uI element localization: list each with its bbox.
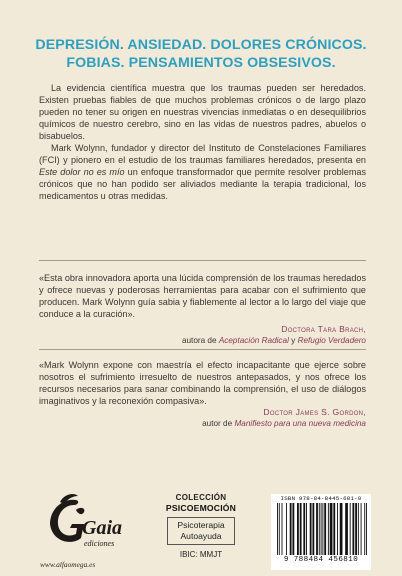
intro-p2-start: Mark Wolynn, fundador y director del Instituto de Constelaciones Familiares (FCI) y pionero en el estudio de los traumas familiares heredados, presenta en (39, 143, 366, 165)
barcode (271, 494, 371, 570)
quote-2-role-prefix: autor de (202, 419, 235, 428)
quote-1-attribution (182, 324, 366, 346)
barcode-bar (316, 503, 318, 555)
barcode-bar (282, 503, 283, 555)
barcode-bar (352, 503, 354, 555)
quote-1-book-1: Aceptación Radical (218, 336, 289, 345)
barcode-bar (322, 503, 323, 555)
logo-word: Gaia (82, 517, 122, 539)
barcode-bars (277, 503, 367, 555)
collection-label: COLECCIÓN (175, 493, 227, 502)
quote-1-role (182, 335, 366, 346)
barcode-bar (355, 503, 357, 555)
publisher-url[interactable]: www.alfaomega.es (40, 560, 96, 569)
intro-paragraph-2 (39, 142, 366, 202)
intro-p2-end: un enfoque transformador que permite resolver problemas crónicos que no han podido ser aliviados mediante la terapia tradicional, los medicamentos u otras medidas. (39, 167, 366, 201)
headline-line-1: DEPRESIÓN. ANSIEDAD. DOLORES CRÓNICOS. (35, 37, 367, 53)
gaia-logo (40, 490, 128, 560)
barcode-bar (303, 503, 305, 555)
barcode-bar (340, 503, 343, 555)
intro-text (39, 82, 366, 202)
barcode-bar (297, 503, 299, 555)
divider-1 (39, 260, 366, 261)
barcode-bar (306, 503, 307, 555)
barcode-bar (333, 503, 335, 555)
barcode-bar (300, 503, 302, 555)
quote-2-role (202, 418, 366, 429)
barcode-bar (330, 503, 333, 555)
barcode-bar (290, 503, 292, 555)
barcode-bar (328, 503, 329, 555)
intro-paragraph-1: La evidencia científica muestra que los traumas pueden ser heredados. Existen pruebas fiables de que muchos problemas crónicos o de largo plazo pueden no tener su origen en nuestras vivencias inmediatas o en desequilibrios químicos de nuestro cerebro, sino en las vidas de nuestros padres, abuelos o bisabuelos. (39, 83, 366, 141)
barcode-bar (292, 503, 294, 555)
quote-1-role-prefix: autora de (181, 336, 219, 345)
quote-1-author: Doctora Tara Brach, (281, 324, 366, 334)
isbn-number: ISBN 978-84-8445-681-0 (280, 495, 362, 502)
barcode-bar (286, 503, 287, 555)
collection-name: PSICOEMOCIÓN (165, 503, 237, 513)
ibic-code: IBIC: MMJT (179, 550, 223, 559)
barcode-bar (277, 503, 278, 555)
barcode-bar (337, 503, 338, 555)
quote-2-book: Manifiesto para una nueva medicina (234, 419, 366, 428)
quote-1-role-and: y (288, 336, 298, 345)
quote-1-book-2: Refugio Verdadero (297, 336, 366, 345)
barcode-bar (319, 503, 320, 555)
barcode-bar (310, 503, 312, 555)
ean-digits: 9 788484 456810 (283, 556, 359, 564)
barcode-bar (358, 503, 359, 555)
quote-2-author: Doctor James S. Gordon, (263, 407, 366, 417)
category-2: Autoayuda (180, 531, 222, 541)
category-box (167, 517, 235, 545)
book-title: Este dolor no es mío (39, 167, 125, 177)
quote-2: «Mark Wolynn expone con maestría el efecto incapacitante que ejerce sobre nosotros el sufrimiento irresuelto de nuestros antepasados, y nos ofrece los recursos necesarios para sanar combinando la comprensión, el uso de diálogos imaginativos y la reconexión compasiva». (39, 360, 366, 406)
barcode-bar (324, 503, 326, 555)
barcode-bar (312, 503, 314, 555)
headline-line-2: FOBIAS. PENSAMIENTOS OBSESIVOS. (66, 55, 336, 71)
quote-1: «Esta obra innovadora aporta una lúcida comprensión de los traumas heredados y ofrece nuevas y poderosas herramientas para acabar con el sufrimiento que producen. Mark Wolynn guía sabia y fiablemente al lector a lo largo del viaje que conduce a la curación». (39, 273, 366, 319)
barcode-bar (364, 503, 365, 555)
category-1: Psicoterapia (177, 520, 225, 530)
barcode-bar (361, 503, 362, 555)
quote-2-attribution (202, 407, 366, 429)
logo-sub: ediciones (84, 539, 115, 548)
headline (0, 36, 402, 72)
collection-block (150, 493, 252, 559)
barcode-bar (279, 503, 280, 555)
divider-2 (39, 349, 366, 350)
barcode-bar (350, 503, 351, 555)
barcode-bar (345, 503, 348, 555)
barcode-bar (321, 503, 322, 555)
barcode-bar (366, 503, 367, 555)
